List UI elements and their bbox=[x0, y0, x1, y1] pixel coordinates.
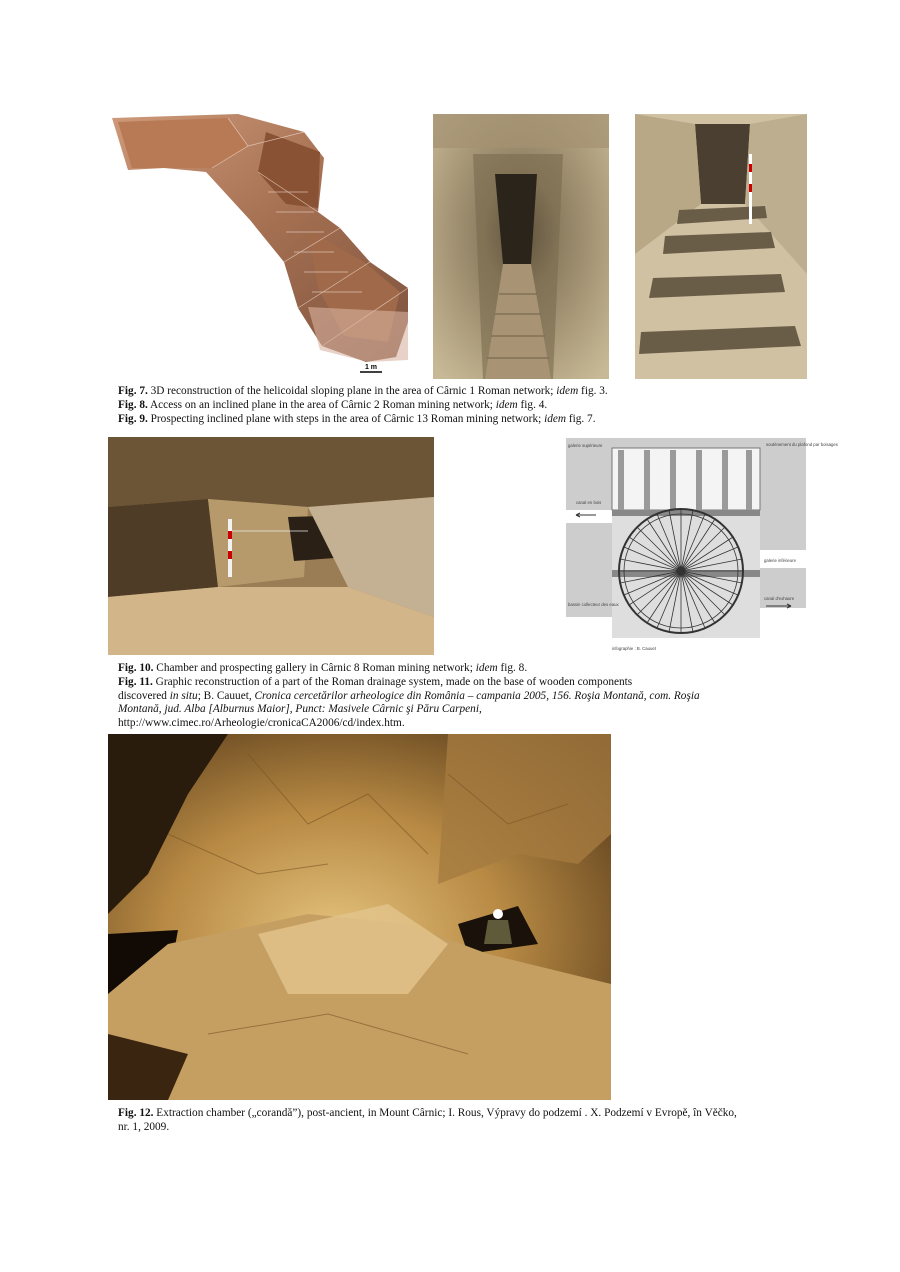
label-wooden-channel: canal en bois bbox=[576, 500, 602, 505]
fig12-number: Fig. 12. bbox=[118, 1107, 154, 1119]
figure-9-photo bbox=[635, 114, 807, 379]
fig11-line2c: Cronica cercetărilor arheologice din România – campania 2005, 156. Roşia Montană, com. Roşia bbox=[254, 689, 700, 702]
figure-10-photo bbox=[108, 437, 434, 655]
label-support: soutènement du plafond par boisages bbox=[766, 442, 838, 447]
caption-fig-11 bbox=[118, 676, 700, 730]
fig12-line1: Extraction chamber („corandă”), post-ancient, in Mount Cârnic; I. Rous, Výpravy do podzemí . X. Podzemí v Evropě, în Věčko, bbox=[153, 1107, 737, 1119]
fig10-number: Fig. 10. bbox=[118, 662, 154, 674]
fig8-number: Fig. 8. bbox=[118, 399, 148, 411]
fig7-scale-label: 1 m bbox=[364, 364, 378, 371]
fig7-idem: idem bbox=[556, 385, 579, 397]
fig11-line2b: ; B. Cauuet, bbox=[197, 689, 255, 702]
label-upper-gallery: galerie supérieure bbox=[568, 443, 603, 448]
fig11-line3: Montană, jud. Alba [Alburnus Maior], Punct: Masivele Cârnic şi Păru Carpeni, bbox=[118, 703, 482, 716]
figure-12-photo bbox=[108, 734, 611, 1100]
caption-fig-12 bbox=[118, 1107, 737, 1134]
label-credit: infographie : B. Cauuet bbox=[612, 646, 656, 651]
label-lower-gallery: galerie inférieure bbox=[764, 558, 797, 563]
caption-fig-10 bbox=[118, 662, 527, 676]
fig10-idem: idem bbox=[475, 662, 498, 674]
fig12-line2: nr. 1, 2009. bbox=[118, 1120, 170, 1133]
figure-11-drainage-diagram bbox=[566, 438, 838, 655]
fig9-caption-text: Prospecting inclined plane with steps in the area of Cârnic 13 Roman mining network; bbox=[147, 413, 545, 425]
figure-7-3d-reconstruction bbox=[108, 112, 410, 380]
caption-fig-8 bbox=[118, 399, 547, 413]
fig8-idem: idem bbox=[495, 399, 518, 411]
fig9-idem: idem bbox=[544, 413, 567, 425]
label-collector-basin: bassin collecteur des eaux bbox=[568, 602, 619, 607]
fig11-insitu: in situ bbox=[169, 689, 198, 702]
fig7-caption-text: 3D reconstruction of the helicoidal sloping plane in the area of Cârnic 1 Roman network; bbox=[147, 385, 557, 397]
caption-fig-9 bbox=[118, 413, 596, 427]
label-exhaust-channel: canal d'exhaure bbox=[764, 596, 795, 601]
fig11-line2a: discovered bbox=[118, 689, 170, 702]
fig11-line1: Graphic reconstruction of a part of the Roman drainage system, made on the base of wooden components bbox=[152, 676, 633, 688]
fig11-url[interactable]: http://www.cimec.ro/Arheologie/cronicaCA2006/cd/index.htm. bbox=[118, 716, 405, 729]
caption-fig-7 bbox=[118, 385, 608, 399]
fig9-ref: fig. 7. bbox=[566, 413, 596, 425]
fig10-caption-text: Chamber and prospecting gallery in Cârnic 8 Roman mining network; bbox=[153, 662, 476, 674]
figure-8-photo bbox=[433, 114, 609, 379]
fig8-ref: fig. 4. bbox=[517, 399, 548, 411]
fig8-caption-text: Access on an inclined plane in the area of Cârnic 2 Roman mining network; bbox=[147, 399, 496, 411]
fig7-number: Fig. 7. bbox=[118, 385, 148, 397]
fig11-number: Fig. 11. bbox=[118, 676, 153, 688]
fig10-ref: fig. 8. bbox=[497, 662, 528, 674]
fig7-ref: fig. 3. bbox=[578, 385, 608, 397]
fig9-number: Fig. 9. bbox=[118, 413, 148, 425]
